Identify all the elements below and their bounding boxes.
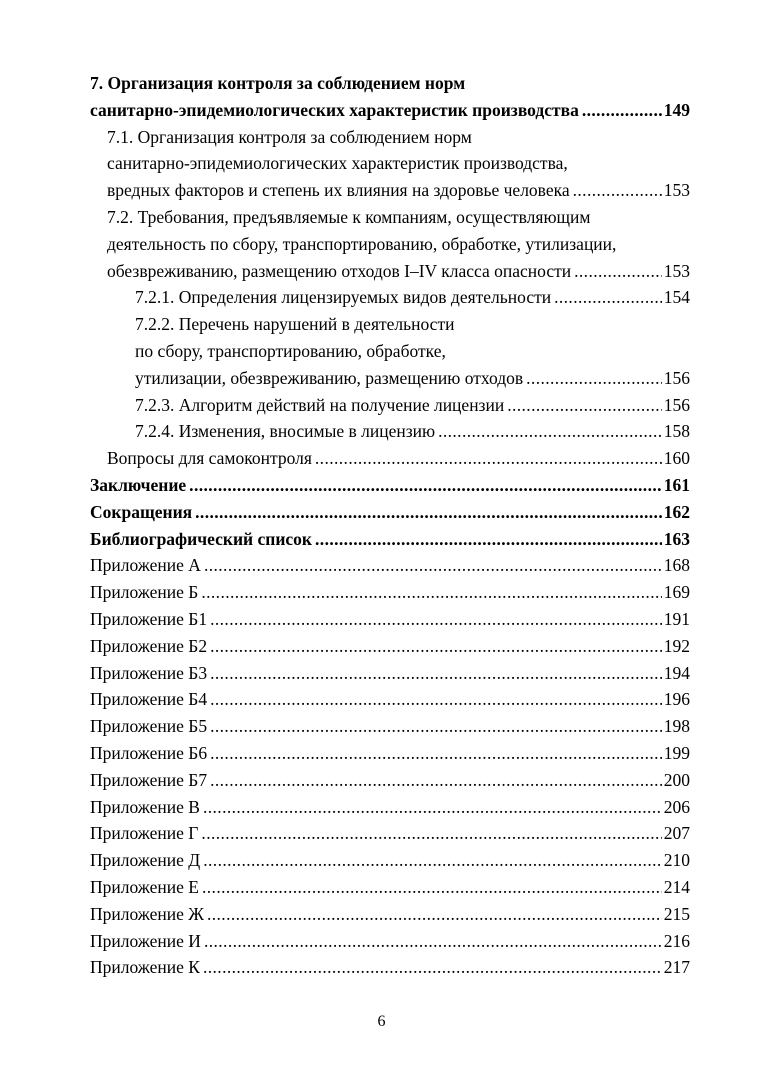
dot-leader xyxy=(210,740,662,767)
toc-entry-title: деятельность по сбору, транспортированию, обработке, утилизации, xyxy=(107,233,617,254)
toc-entry-title: Приложение Е xyxy=(90,876,199,897)
dot-leader xyxy=(210,713,662,740)
toc-entry xyxy=(90,526,690,553)
toc-entry-title: Приложение Б5 xyxy=(90,716,208,737)
toc-entry-title: Заключение xyxy=(90,474,187,495)
dot-leader xyxy=(526,365,662,392)
toc-entry-page: 169 xyxy=(663,582,690,603)
toc-entry xyxy=(90,713,690,740)
toc-entry xyxy=(90,177,690,204)
toc-entry xyxy=(90,365,690,392)
toc-entry-page: 199 xyxy=(663,742,690,763)
toc-entry-title: Сокращения xyxy=(90,501,193,522)
toc-entry xyxy=(90,445,690,472)
toc-entry xyxy=(90,70,690,97)
toc-entry-title: Приложение И xyxy=(90,930,201,951)
dot-leader xyxy=(203,794,662,821)
toc-entry xyxy=(90,686,690,713)
toc-entry-page: 161 xyxy=(663,474,690,495)
toc-entry-title: Приложение К xyxy=(90,957,200,978)
toc-entry-title: санитарно-эпидемиологических характеристик производства xyxy=(90,99,579,120)
toc-entry xyxy=(90,740,690,767)
dot-leader xyxy=(204,928,662,955)
toc-entry-page: 216 xyxy=(663,930,690,951)
toc-entry xyxy=(90,552,690,579)
toc-entry-title: 7.2.2. Перечень нарушений в деятельности xyxy=(135,314,455,335)
toc-entry-page: 191 xyxy=(663,608,690,629)
toc-entry xyxy=(90,874,690,901)
dot-leader xyxy=(554,284,662,311)
toc-entry-page: 217 xyxy=(663,957,690,978)
toc-entry xyxy=(90,901,690,928)
toc-entry-title: обезвреживанию, размещению отходов I–IV класса опасности xyxy=(107,260,572,281)
table-of-contents xyxy=(90,70,690,981)
toc-entry-title: Приложение В xyxy=(90,796,200,817)
dot-leader xyxy=(201,579,661,606)
toc-entry-page: 215 xyxy=(663,903,690,924)
toc-entry xyxy=(90,633,690,660)
toc-entry xyxy=(90,660,690,687)
toc-entry-title: Приложение Б xyxy=(90,582,199,603)
toc-entry-page: 200 xyxy=(663,769,690,790)
toc-entry-title: 7.2.4. Изменения, вносимые в лицензию xyxy=(135,421,436,442)
toc-entry xyxy=(90,606,690,633)
dot-leader xyxy=(574,258,662,285)
toc-entry xyxy=(90,472,690,499)
toc-entry-title: по сбору, транспортированию, обработке, xyxy=(135,340,446,361)
toc-entry xyxy=(90,579,690,606)
dot-leader xyxy=(573,177,662,204)
toc-entry xyxy=(90,767,690,794)
dot-leader xyxy=(210,633,662,660)
dot-leader xyxy=(210,767,662,794)
toc-entry xyxy=(90,311,690,338)
toc-entry-page: 206 xyxy=(663,796,690,817)
toc-entry-title: 7.2. Требования, предъявляемые к компаниям, осуществляющим xyxy=(107,206,591,227)
toc-entry-page: 163 xyxy=(663,528,690,549)
toc-entry-page: 156 xyxy=(663,394,690,415)
toc-entry-page: 160 xyxy=(663,448,690,469)
toc-entry-title: санитарно-эпидемиологических характеристик производства, xyxy=(107,153,568,174)
dot-leader xyxy=(582,97,662,124)
toc-entry-title: Приложение Д xyxy=(90,850,201,871)
toc-entry xyxy=(90,954,690,981)
toc-entry-page: 198 xyxy=(663,716,690,737)
toc-entry xyxy=(90,794,690,821)
toc-entry-title: 7.2.3. Алгоритм действий на получение лицензии xyxy=(135,394,505,415)
toc-entry-title: Приложение Б6 xyxy=(90,742,208,763)
toc-entry-title: Приложение Б1 xyxy=(90,608,208,629)
toc-entry xyxy=(90,231,690,258)
toc-entry-title: 7. Организация контроля за соблюдением норм xyxy=(90,73,466,93)
toc-entry-title: вредных факторов и степень их влияния на здоровье человека xyxy=(107,180,570,201)
toc-entry xyxy=(90,847,690,874)
toc-entry-page: 156 xyxy=(663,367,690,388)
dot-leader xyxy=(203,954,662,981)
toc-entry-title: Приложение Ж xyxy=(90,903,204,924)
toc-entry xyxy=(90,258,690,285)
toc-entry xyxy=(90,284,690,311)
dot-leader xyxy=(438,418,662,445)
toc-entry-page: 207 xyxy=(663,823,690,844)
toc-entry xyxy=(90,150,690,177)
toc-entry-title: 7.1. Организация контроля за соблюдением норм xyxy=(107,126,472,147)
toc-entry-page: 192 xyxy=(663,635,690,656)
toc-entry-page: 158 xyxy=(663,421,690,442)
toc-entry-title: Вопросы для самоконтроля xyxy=(107,448,312,469)
toc-entry-page: 168 xyxy=(663,555,690,576)
toc-entry-page: 194 xyxy=(663,662,690,683)
toc-entry xyxy=(90,820,690,847)
toc-entry-title: Приложение Г xyxy=(90,823,199,844)
toc-entry-title: Приложение А xyxy=(90,555,201,576)
toc-entry-title: Приложение Б3 xyxy=(90,662,208,683)
dot-leader xyxy=(210,686,662,713)
toc-entry-page: 153 xyxy=(663,260,690,281)
dot-leader xyxy=(210,606,662,633)
toc-entry xyxy=(90,204,690,231)
toc-entry-title: 7.2.1. Определения лицензируемых видов деятельности xyxy=(135,287,552,308)
toc-entry-page: 149 xyxy=(663,99,690,120)
dot-leader xyxy=(195,499,662,526)
toc-entry-title: Приложение Б7 xyxy=(90,769,208,790)
dot-leader xyxy=(203,847,662,874)
toc-entry-page: 196 xyxy=(663,689,690,710)
toc-entry-page: 162 xyxy=(663,501,690,522)
toc-entry xyxy=(90,499,690,526)
page-number: 6 xyxy=(377,1013,386,1030)
toc-entry-title: Приложение Б4 xyxy=(90,689,208,710)
dot-leader xyxy=(507,392,662,419)
toc-entry xyxy=(90,418,690,445)
toc-entry-page: 154 xyxy=(663,287,690,308)
dot-leader xyxy=(315,445,662,472)
toc-entry-title: Приложение Б2 xyxy=(90,635,208,656)
toc-entry-title: Библиографический список xyxy=(90,528,313,549)
toc-entry xyxy=(90,97,690,124)
toc-entry-title: утилизации, обезвреживанию, размещению отходов xyxy=(135,367,524,388)
toc-entry xyxy=(90,338,690,365)
toc-entry xyxy=(90,928,690,955)
toc-entry-page: 214 xyxy=(663,876,690,897)
dot-leader xyxy=(207,901,662,928)
dot-leader xyxy=(202,874,662,901)
toc-entry-page: 210 xyxy=(663,850,690,871)
dot-leader xyxy=(210,660,662,687)
toc-entry xyxy=(90,124,690,151)
dot-leader xyxy=(201,820,661,847)
dot-leader xyxy=(315,526,662,553)
dot-leader xyxy=(204,552,662,579)
toc-entry-page: 153 xyxy=(663,180,690,201)
toc-entry xyxy=(90,392,690,419)
dot-leader xyxy=(189,472,662,499)
